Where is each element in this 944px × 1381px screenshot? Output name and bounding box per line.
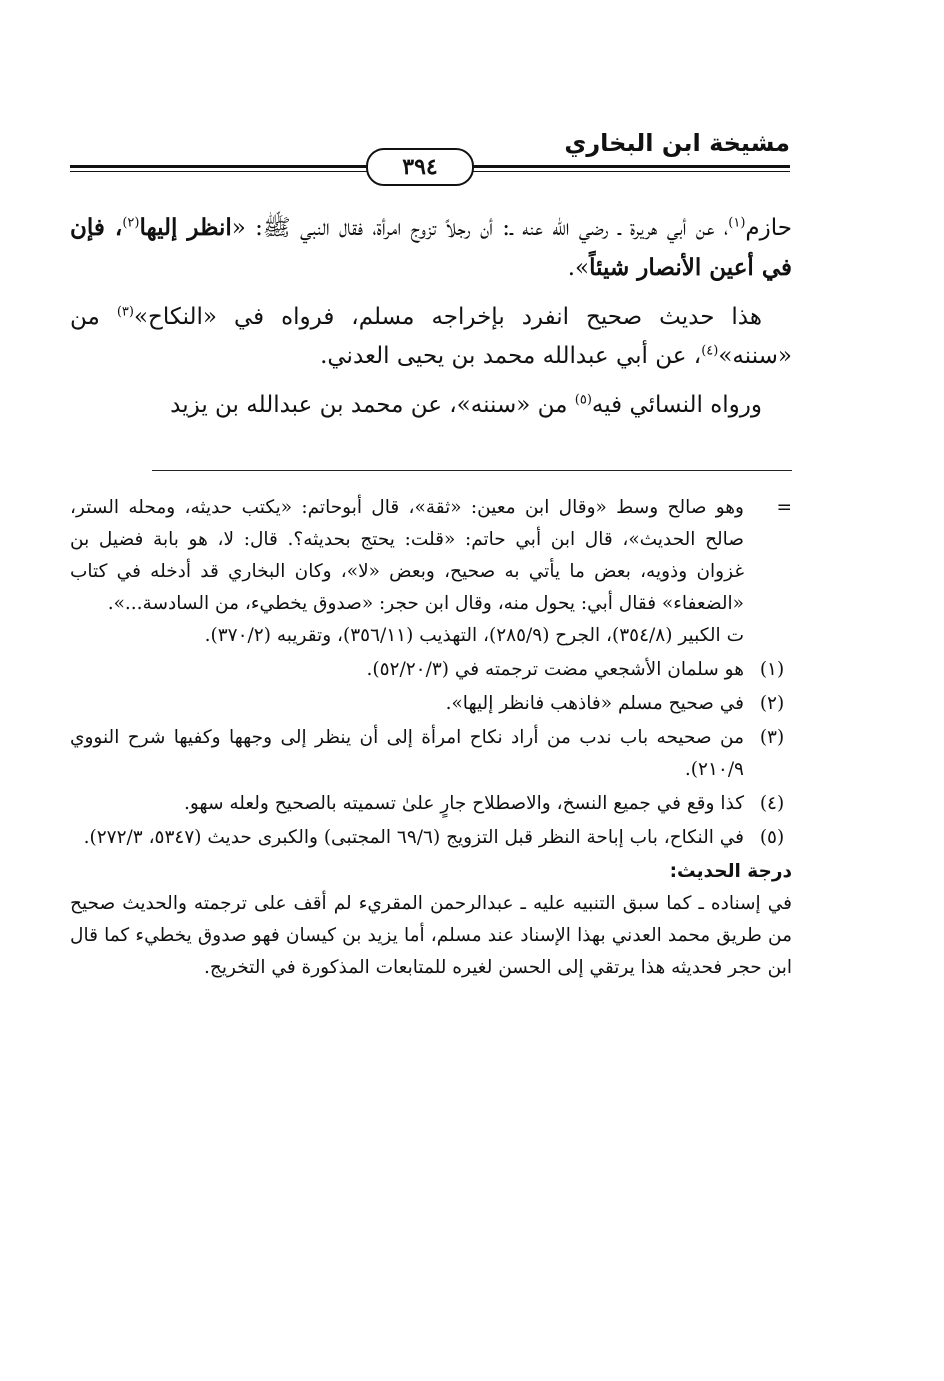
text-run: ورواه النسائي فيه xyxy=(591,392,762,418)
footnotes xyxy=(70,492,792,984)
footnote-text: كذا وقع في جميع النسخ، والاصطلاح جارٍ علىٰ تسميته بالصحيح ولعله سهو. xyxy=(183,793,744,814)
footnote-ref-2: (٢) xyxy=(122,215,140,231)
footnote-ref-5: (٥) xyxy=(574,392,592,408)
footnote-separator xyxy=(152,470,792,471)
text-run: من «سننه»، عن محمد بن عبدالله بن يزيد xyxy=(170,392,575,418)
paragraph-nasai xyxy=(70,386,792,425)
footnote-text: هو سلمان الأشجعي مضت ترجمته في (٥٢/٢٠/٣). xyxy=(366,659,744,680)
grade-heading: درجة الحديث: xyxy=(669,861,792,882)
footnote-number: (٤) xyxy=(759,793,785,814)
main-text xyxy=(70,208,792,435)
hadith-quote: انظر إليها xyxy=(139,214,232,241)
footnote-2 xyxy=(70,688,792,720)
footnote-number: (٥) xyxy=(759,827,785,848)
text-run: ». xyxy=(567,255,590,281)
text-run: حازم xyxy=(745,215,792,241)
footnote-1 xyxy=(70,654,792,686)
hadith-quote-cont: ، فإن في أعين الأنصار شيئاً xyxy=(70,214,792,281)
footnote-ref-1: (١) xyxy=(728,215,746,231)
footnote-text: في النكاح، باب إباحة النظر قبل التزويج (٦٩/٦ المجتبى) والكبرى حديث (٥٣٤٧، ٢٧٢/٣). xyxy=(83,827,744,848)
running-title: مشيخة ابن البخاري xyxy=(564,129,790,157)
footnote-ref-4: (٤) xyxy=(701,343,719,359)
footnote-number: (٢) xyxy=(759,693,785,714)
footnote-4 xyxy=(70,788,792,820)
grade-text: في إسناده ـ كما سبق التنبيه عليه ـ عبدالرحمن المقريء لم أقف على ترجمته والحديث صحيح من طريق محمد العدني بهذا الإسناد عند مسلم، أما يزيد بن كيسان فهو صدوق يخطيء كما قال ابن حجر فحديثه هذا يرتقي إلى الحسن لغيره للمتابعات المذكورة في التخريج. xyxy=(70,893,792,978)
continuation-text: وهو صالح وسط «وقال ابن معين: «ثقة»، قال أبوحاتم: «يكتب حديثه، ومحله الستر، صالح الحديث»، قال ابن أبي حاتم: «قلت: يحتج بحديثه؟. قال: لا، هو بابة فضيل بن غزوان وذويه، بعض ما يأتي به صحيح، وبعض «لا»، وكان البخاري قد أدخله في كتاب «الضعفاء» فقال أبي: يحول منه، وقال ابن حجر: «صدوق يخطيء، من السادسة...». xyxy=(70,497,744,614)
page-number: ٣٩٤ xyxy=(366,148,474,186)
footnote-continuation xyxy=(70,492,792,652)
footnote-ref-3: (٣) xyxy=(116,304,134,320)
paragraph-hadith xyxy=(70,208,792,288)
text-run: ، عن أبي عبدالله محمد بن يحيى العدني. xyxy=(320,343,702,369)
footnote-text: في صحيح مسلم «فاذهب فانظر إليها». xyxy=(445,693,744,714)
continuation-refs: ت الكبير (٣٥٤/٨)، الجرح (٢٨٥/٩)، التهذيب (٣٥٦/١١)، وتقريبه (٣٧٠/٢). xyxy=(204,625,744,646)
footnote-text: من صحيحه باب ندب من أراد نكاح امرأة إلى أن ينظر إلى وجهها وكفيها شرح النووي ٢١٠/٩). xyxy=(70,727,744,780)
footnote-number: (١) xyxy=(759,659,785,680)
continuation-mark: = xyxy=(776,497,792,518)
text-run: من «سننه» xyxy=(70,304,792,369)
page-header xyxy=(70,128,790,188)
text-run: هذا حديث صحيح انفرد بإخراجه مسلم، فرواه في «النكاح» xyxy=(133,304,762,330)
text-run: ، عن أبي هريرة ـ رضي الله عنه ـ: أن رجلاً تزوج امرأة، فقال النبي ﷺ: « xyxy=(231,215,729,241)
footnote-3 xyxy=(70,722,792,786)
footnote-number: (٣) xyxy=(759,727,785,748)
paragraph-grading xyxy=(70,298,792,376)
footnote-5 xyxy=(70,822,792,854)
